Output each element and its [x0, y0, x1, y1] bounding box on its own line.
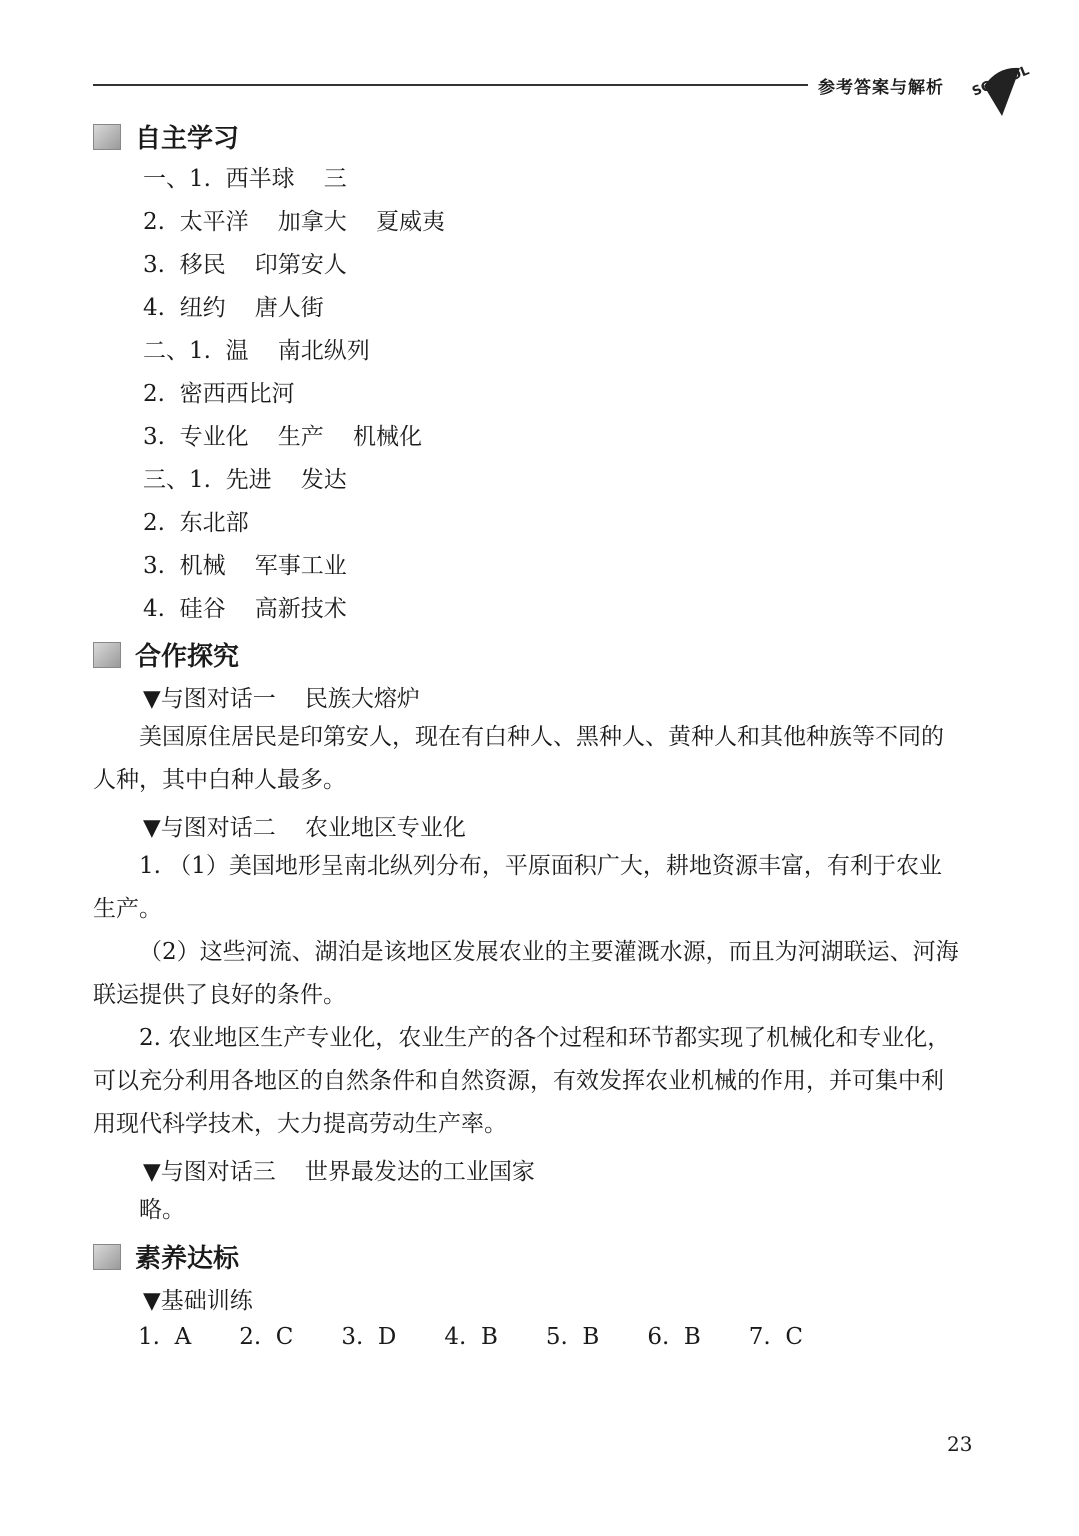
answer-item: 4. B [444, 1324, 498, 1350]
answer-line: 3. 专业化 生产 机械化 [143, 424, 423, 450]
answer-line: 2. 密西西比河 [143, 381, 295, 407]
answer-line: 2. 太平洋 加拿大 夏威夷 [143, 209, 446, 235]
dialogue-text-2c: 2. 农业地区生产专业化，农业生产的各个过程和环节都实现了机械化和专业化，可以充分利用各地区的自然条件和自然资源，有效发挥农业机械的作用，并可集中利用现代科学技术，大力提高劳动生产率。 [93, 1025, 951, 1137]
dialogue-text-1: 美国原住居民是印第安人，现在有白种人、黑种人、黄种人和其他种族等不同的人种，其中白种人最多。 [93, 724, 944, 793]
answer-line: 2. 东北部 [143, 510, 249, 536]
answer-item: 6. B [647, 1324, 701, 1350]
section-title: 自主学习 [135, 124, 240, 154]
badge-text: SCHOOL [970, 63, 1032, 100]
answer-item: 3. D [341, 1324, 397, 1350]
basic-training-title: ▼基础训练 [143, 1288, 253, 1314]
header-title: 参考答案与解析 [818, 78, 944, 98]
section-square-icon [93, 124, 121, 150]
section-cooperation [93, 636, 239, 673]
section-title: 合作探究 [135, 642, 240, 672]
dialogue-text-2a: 1. （1）美国地形呈南北纵列分布，平原面积广大，耕地资源丰富，有利于农业生产。 [93, 853, 942, 922]
answer-item: 1. A [138, 1324, 192, 1350]
answer-line: 一、1. 西半球 三 [143, 166, 347, 192]
page-number: 23 [947, 1432, 973, 1456]
answer-item: 5. B [545, 1324, 600, 1350]
section-title: 素养达标 [135, 1244, 240, 1274]
section-square-icon [93, 1244, 121, 1270]
answer-line: 3. 机械 军事工业 [143, 553, 347, 579]
section-literacy [93, 1238, 239, 1275]
answer-line: 3. 移民 印第安人 [143, 252, 347, 278]
answer-line: 4. 纽约 唐人街 [143, 295, 324, 321]
dialogue-title-3: ▼与图对话三 世界最发达的工业国家 [143, 1159, 535, 1185]
answer-row [138, 1324, 851, 1350]
school-pin-icon [962, 56, 1034, 122]
dialogue-text-3: 略。 [139, 1197, 185, 1223]
dialogue-title-1: ▼与图对话一 民族大熔炉 [143, 686, 420, 712]
header-rule [93, 84, 808, 86]
section-square-icon [93, 642, 121, 668]
section-self-study [93, 118, 239, 155]
answer-line: 二、1. 温 南北纵列 [143, 338, 370, 364]
answer-item: 2. C [239, 1324, 294, 1350]
dialogue-title-2: ▼与图对话二 农业地区专业化 [143, 815, 466, 841]
answer-item: 7. C [748, 1324, 803, 1350]
answer-line: 4. 硅谷 高新技术 [143, 596, 347, 622]
dialogue-text-2b: （2）这些河流、湖泊是该地区发展农业的主要灌溉水源，而且为河湖联运、河海联运提供了良好的条件。 [93, 939, 959, 1008]
answer-line: 三、1. 先进 发达 [143, 467, 347, 493]
